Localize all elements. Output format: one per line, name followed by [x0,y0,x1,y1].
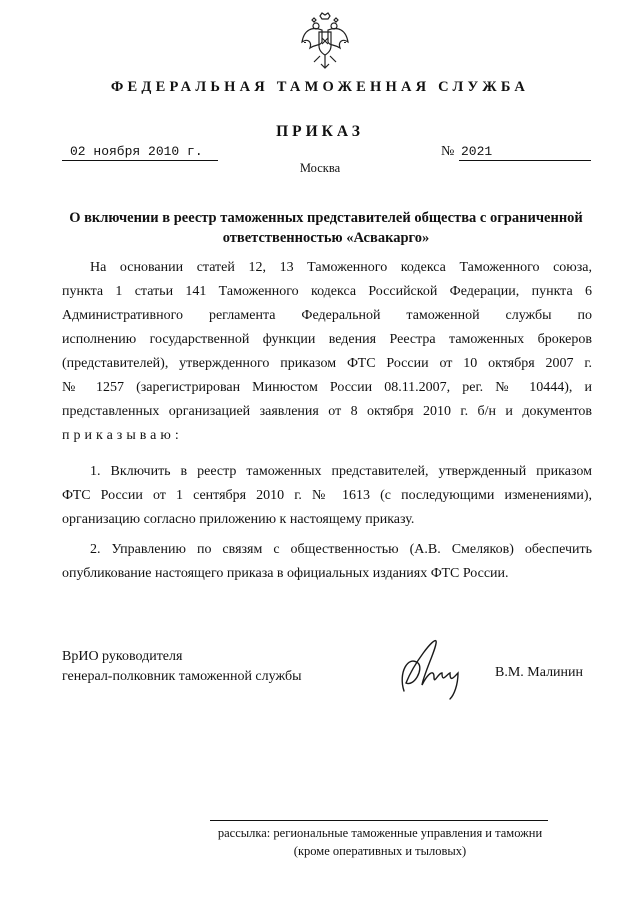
order-number: 2021 [459,143,591,161]
preamble-line: пункта 1 статьи 141 Таможенного кодекса Российской Федерации, пункта 6 [62,284,592,299]
signatory-position [62,647,301,687]
item-2-line: 2. Управлению по связям с общественностью (А.В. Смеляков) обеспечить [90,542,592,557]
item-1-paragraph [62,460,592,532]
order-number-sign: № [441,144,455,159]
preamble-line: исполнению государственной функции ведения Реестра таможенных брокеров [62,332,592,347]
mailing-divider [210,820,548,821]
coat-of-arms-icon [300,12,350,70]
city: Москва [299,161,341,175]
preamble-line: Административного регламента Федеральной таможенной службы по [62,308,592,323]
item-1-line: ФТС России от 1 сентября 2010 г. № 1613 (с последующими изменениями), [62,488,592,503]
subject-line-2: ответственностью «Асвакарго» [222,230,430,246]
order-word: приказываю: [62,428,183,443]
item-1-line: 1. Включить в реестр таможенных представителей, утвержденный приказом [90,464,592,479]
mailing-list [200,824,560,860]
agency-name: ФЕДЕРАЛЬНАЯ ТАМОЖЕННАЯ СЛУЖБА [110,79,530,95]
item-1-line: организацию согласно приложению к настоящему приказу. [62,512,415,527]
position-line-1: ВрИО руководителя [62,649,183,664]
signatory-name: В.М. Малинин [495,665,584,680]
handwritten-signature-icon [394,633,466,701]
item-2-paragraph [62,538,592,586]
item-2-line: опубликование настоящего приказа в официальных изданиях ФТС России. [62,566,509,581]
preamble-line: (представителей), утвержденного приказом ФТС России от 10 октября 2007 г. [62,356,592,371]
order-title: ПРИКАЗ [276,123,364,140]
subject-line-1: О включении в реестр таможенных представителей общества с ограниченной [69,210,583,226]
preamble-line: № 1257 (зарегистрирован Минюстом России 08.11.2007, рег. № 10444), и [62,380,592,395]
preamble-line: представленных организацией заявления от 8 октября 2010 г. б/н и документов [62,404,592,419]
order-subject [60,208,592,248]
order-date: 02 ноября 2010 г. [62,143,218,161]
preamble-paragraph [62,256,592,448]
mailing-line-1: рассылка: региональные таможенные управления и таможни [217,826,543,840]
position-line-2: генерал-полковник таможенной службы [62,669,302,684]
preamble-line: На основании статей 12, 13 Таможенного кодекса Таможенного союза, [90,260,592,275]
mailing-line-2: (кроме оперативных и тыловых) [293,844,467,858]
